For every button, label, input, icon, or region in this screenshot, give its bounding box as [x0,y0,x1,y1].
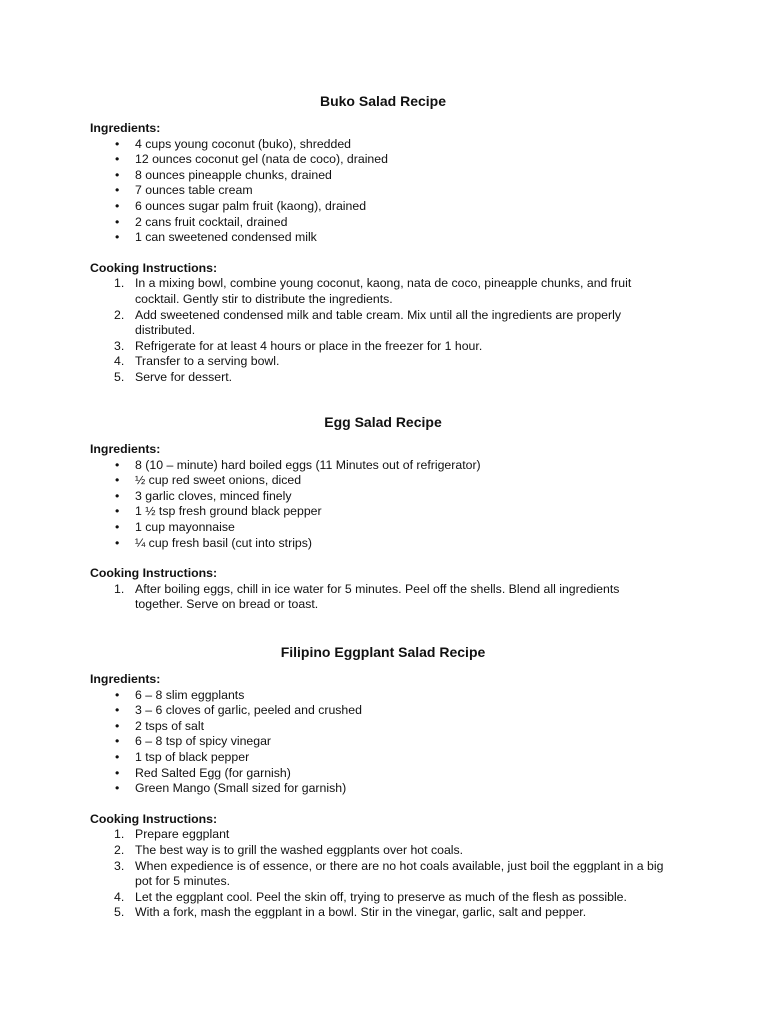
step-number: 5. [114,369,125,384]
step-number: 4. [114,354,125,369]
instruction-step [90,843,690,859]
spacer [90,797,690,812]
ingredient-text: 2 cans fruit cocktail, drained [135,214,288,229]
ingredient-item [90,781,690,797]
ingredient-item [90,230,690,246]
ingredient-item [90,719,690,735]
step-number: 1. [114,827,125,842]
ingredient-item [90,766,690,782]
ingredient-text: 6 – 8 tsp of spicy vinegar [135,734,272,749]
ingredient-text: 3 – 6 cloves of garlic, peeled and crushed [135,703,362,718]
ingredient-text: ¼ cup fresh basil (cut into strips) [135,535,313,550]
instruction-line: In a mixing bowl, combine young coconut, kaong, nata de coco, pineapple chunks, and fruit [135,276,632,291]
instruction-step [90,354,690,370]
bullet-icon: • [115,703,120,718]
instruction-line: pot for 5 minutes. [135,874,231,889]
bullet-icon: • [115,214,120,229]
ingredient-item [90,152,690,168]
ingredient-text: Green Mango (Small sized for garnish) [135,781,347,796]
bullet-icon: • [115,183,120,198]
bullet-icon: • [115,136,120,151]
instruction-step [90,890,690,906]
ingredient-item [90,199,690,215]
recipe-section-egg-salad [90,413,690,613]
instruction-line: After boiling eggs, chill in ice water for 5 minutes. Peel off the shells. Blend all ingredients [135,581,620,596]
bullet-icon: • [115,687,120,702]
bullet-icon: • [115,488,120,503]
instruction-line: When expedience is of essence, or there are no hot coals available, just boil the eggplant in a big [135,858,664,873]
ingredient-text: 6 ounces sugar palm fruit (kaong), drained [135,198,367,213]
ingredient-item [90,137,690,153]
instruction-step [90,859,690,890]
ingredient-item [90,750,690,766]
ingredient-item [90,504,690,520]
step-number: 2. [114,842,125,857]
ingredient-item [90,183,690,199]
ingredient-text: 2 tsps of salt [135,718,205,733]
instructions-heading: Cooking Instructions: [90,260,218,275]
ingredient-item [90,215,690,231]
ingredient-item [90,520,690,536]
recipe-title: Egg Salad Recipe [324,414,442,430]
ingredient-item [90,458,690,474]
ingredient-item [90,473,690,489]
instructions-list [90,276,690,385]
ingredient-text: 3 garlic cloves, minced finely [135,488,292,503]
instruction-step [90,308,690,339]
ingredient-item [90,703,690,719]
instruction-line: cocktail. Gently stir to distribute the ingredients. [135,291,393,306]
ingredient-text: 4 cups young coconut (buko), shredded [135,136,352,151]
instruction-step [90,905,690,921]
instruction-line: Prepare eggplant [135,827,230,842]
instruction-step [90,370,690,386]
instruction-line: together. Serve on bread or toast. [135,597,319,612]
instruction-line: Add sweetened condensed milk and table cream. Mix until all the ingredients are properly [135,307,621,322]
instruction-line: The best way is to grill the washed eggplants over hot coals. [135,842,464,857]
ingredient-item [90,734,690,750]
recipe-section-eggplant-salad [90,643,690,921]
step-number: 3. [114,858,125,873]
instruction-line: Transfer to a serving bowl. [135,354,280,369]
ingredient-text: 1 tsp of black pepper [135,749,250,764]
ingredient-text: 1 cup mayonnaise [135,519,235,534]
ingredients-heading: Ingredients: [90,121,161,135]
ingredient-text: 1 can sweetened condensed milk [135,230,317,245]
bullet-icon: • [115,718,120,733]
bullet-icon: • [115,473,120,488]
instruction-step [90,582,690,613]
instruction-step [90,276,690,307]
bullet-icon: • [115,230,120,245]
bullet-icon: • [115,504,120,519]
ingredient-item [90,688,690,704]
step-number: 1. [114,581,125,596]
bullet-icon: • [115,535,120,550]
ingredients-list [90,458,690,552]
bullet-icon: • [115,152,120,167]
bullet-icon: • [115,519,120,534]
bullet-icon: • [115,781,120,796]
step-number: 3. [114,338,125,353]
instruction-line: With a fork, mash the eggplant in a bowl. Stir in the vinegar, garlic, salt and pepper. [135,905,587,920]
instructions-list [90,582,690,613]
ingredients-heading: Ingredients: [90,672,161,686]
instruction-line: Let the eggplant cool. Peel the skin off, trying to preserve as much of the flesh as possible. [135,889,627,904]
step-number: 1. [114,276,125,291]
instruction-line: Refrigerate for at least 4 hours or place in the freezer for 1 hour. [135,338,483,353]
instruction-line: Serve for dessert. [135,369,233,384]
bullet-icon: • [115,198,120,213]
ingredients-list [90,137,690,246]
ingredient-text: ½ cup red sweet onions, diced [135,473,302,488]
spacer [90,246,690,261]
instructions-list [90,827,690,921]
instruction-step [90,339,690,355]
bullet-icon: • [115,457,120,472]
bullet-icon: • [115,167,120,182]
ingredient-text: 8 (10 – minute) hard boiled eggs (11 Minutes out of refrigerator) [135,457,481,472]
recipe-title: Filipino Eggplant Salad Recipe [280,644,486,660]
step-number: 4. [114,889,125,904]
instructions-heading: Cooking Instructions: [90,811,218,826]
ingredient-item [90,489,690,505]
step-number: 2. [114,307,125,322]
spacer [90,551,690,566]
recipe-section-buko-salad [90,92,690,386]
ingredient-text: 1 ½ tsp fresh ground black pepper [135,504,322,519]
bullet-icon: • [115,734,120,749]
instruction-step [90,827,690,843]
bullet-icon: • [115,749,120,764]
recipe-title: Buko Salad Recipe [319,93,447,109]
ingredient-item [90,536,690,552]
ingredient-text: 12 ounces coconut gel (nata de coco), drained [135,152,388,167]
ingredient-text: 8 ounces pineapple chunks, drained [135,167,332,182]
ingredient-text: 6 – 8 slim eggplants [135,687,245,702]
ingredient-text: Red Salted Egg (for garnish) [135,765,291,780]
ingredient-text: 7 ounces table cream [135,183,253,198]
ingredients-list [90,688,690,797]
step-number: 5. [114,905,125,920]
ingredient-item [90,168,690,184]
instructions-heading: Cooking Instructions: [90,566,218,581]
instruction-line: distributed. [135,323,196,338]
ingredients-heading: Ingredients: [90,442,161,456]
bullet-icon: • [115,765,120,780]
